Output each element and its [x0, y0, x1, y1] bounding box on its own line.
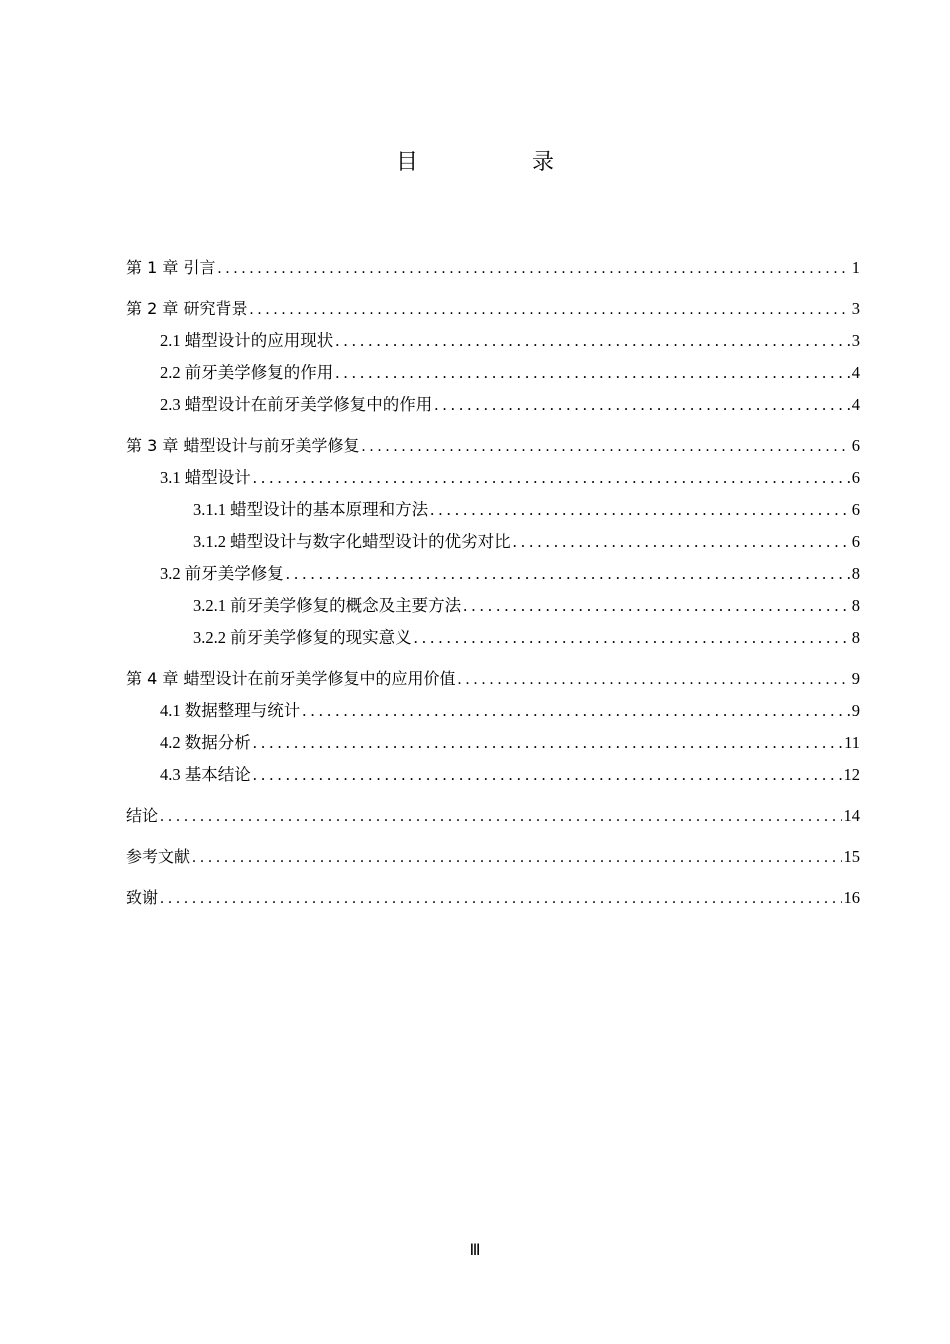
toc-leader-dots [253, 727, 842, 759]
toc-entry-page-number: 9 [851, 701, 860, 720]
toc-entry[interactable] [126, 663, 860, 695]
toc-entry-label: 第 4 章 蜡型设计在前牙美学修复中的应用价值 [126, 669, 456, 688]
toc-entry[interactable] [126, 293, 860, 325]
toc-leader-dots [253, 462, 850, 494]
toc-entry-label: 3.2.2 前牙美学修复的现实意义 [193, 628, 412, 647]
toc-leader-dots [286, 558, 850, 590]
toc-entry-page-number: 6 [851, 436, 860, 455]
toc-entry-label: 2.2 前牙美学修复的作用 [160, 363, 334, 382]
toc-entry[interactable] [126, 841, 860, 873]
toc-entry-page-number: 3 [851, 299, 860, 318]
toc-entry[interactable] [126, 494, 860, 526]
toc-entry-label: 4.2 数据分析 [160, 733, 251, 752]
toc-entry-label: 3.1.2 蜡型设计与数字化蜡型设计的优劣对比 [193, 532, 511, 551]
toc-entry[interactable] [126, 252, 860, 284]
toc-leader-dots [160, 883, 841, 915]
toc-leader-dots [335, 357, 850, 389]
toc-leader-dots [457, 664, 849, 696]
toc-entry[interactable] [126, 526, 860, 558]
toc-entry-label: 4.1 数据整理与统计 [160, 701, 301, 720]
toc-entry[interactable] [126, 357, 860, 389]
toc-entry[interactable] [126, 882, 860, 914]
toc-entry[interactable] [126, 325, 860, 357]
toc-leader-dots [249, 294, 849, 326]
toc-entry[interactable] [126, 759, 860, 791]
page-title: 目 录 [395, 150, 600, 175]
toc-leader-dots [335, 325, 850, 357]
toc-leader-dots [430, 494, 850, 526]
toc-entry-page-number: 6 [851, 468, 860, 487]
toc-entry-label: 致谢 [126, 888, 159, 907]
toc-entry[interactable] [126, 590, 860, 622]
toc-leader-dots [160, 801, 841, 833]
toc-entry-label: 3.2 前牙美学修复 [160, 564, 284, 583]
toc-leader-dots [253, 759, 842, 791]
toc-entry-page-number: 8 [851, 596, 860, 615]
toc-entry-label: 第 2 章 研究背景 [126, 299, 248, 318]
toc-leader-dots [463, 590, 850, 622]
toc-entry-label: 第 3 章 蜡型设计与前牙美学修复 [126, 436, 360, 455]
table-of-contents [126, 252, 860, 914]
toc-entry-page-number: 8 [851, 564, 860, 583]
footer-page-number: Ⅲ [469, 1242, 481, 1259]
toc-entry[interactable] [126, 462, 860, 494]
toc-entry[interactable] [126, 727, 860, 759]
toc-entry-page-number: 15 [843, 847, 860, 866]
toc-entry-page-number: 12 [843, 765, 860, 784]
toc-entry[interactable] [126, 695, 860, 727]
toc-leader-dots [217, 253, 849, 285]
toc-leader-dots [414, 622, 850, 654]
toc-entry-page-number: 1 [851, 258, 860, 277]
toc-entry-page-number: 6 [851, 532, 860, 551]
toc-entry-label: 参考文献 [126, 847, 191, 866]
toc-entry-label: 4.3 基本结论 [160, 765, 251, 784]
toc-leader-dots [434, 389, 850, 421]
toc-entry-page-number: 14 [843, 806, 860, 825]
toc-entry-page-number: 4 [851, 363, 860, 382]
toc-entry-label: 2.3 蜡型设计在前牙美学修复中的作用 [160, 395, 433, 414]
toc-entry-label: 第 1 章 引言 [126, 258, 216, 277]
toc-entry-page-number: 11 [844, 733, 860, 752]
toc-entry-page-number: 3 [851, 331, 860, 350]
toc-entry[interactable] [126, 622, 860, 654]
toc-entry-page-number: 16 [843, 888, 860, 907]
toc-leader-dots [361, 431, 849, 463]
toc-entry-label: 3.2.1 前牙美学修复的概念及主要方法 [193, 596, 462, 615]
toc-entry-label: 2.1 蜡型设计的应用现状 [160, 331, 334, 350]
toc-entry[interactable] [126, 389, 860, 421]
toc-entry-label: 3.1.1 蜡型设计的基本原理和方法 [193, 500, 429, 519]
toc-entry-page-number: 9 [851, 669, 860, 688]
toc-entry-page-number: 6 [851, 500, 860, 519]
toc-entry-label: 结论 [126, 806, 159, 825]
toc-leader-dots [513, 526, 850, 558]
toc-leader-dots [192, 842, 841, 874]
toc-entry[interactable] [126, 430, 860, 462]
toc-entry-page-number: 4 [851, 395, 860, 414]
toc-entry-label: 3.1 蜡型设计 [160, 468, 251, 487]
toc-leader-dots [302, 695, 850, 727]
toc-entry[interactable] [126, 558, 860, 590]
toc-entry[interactable] [126, 800, 860, 832]
toc-entry-page-number: 8 [851, 628, 860, 647]
